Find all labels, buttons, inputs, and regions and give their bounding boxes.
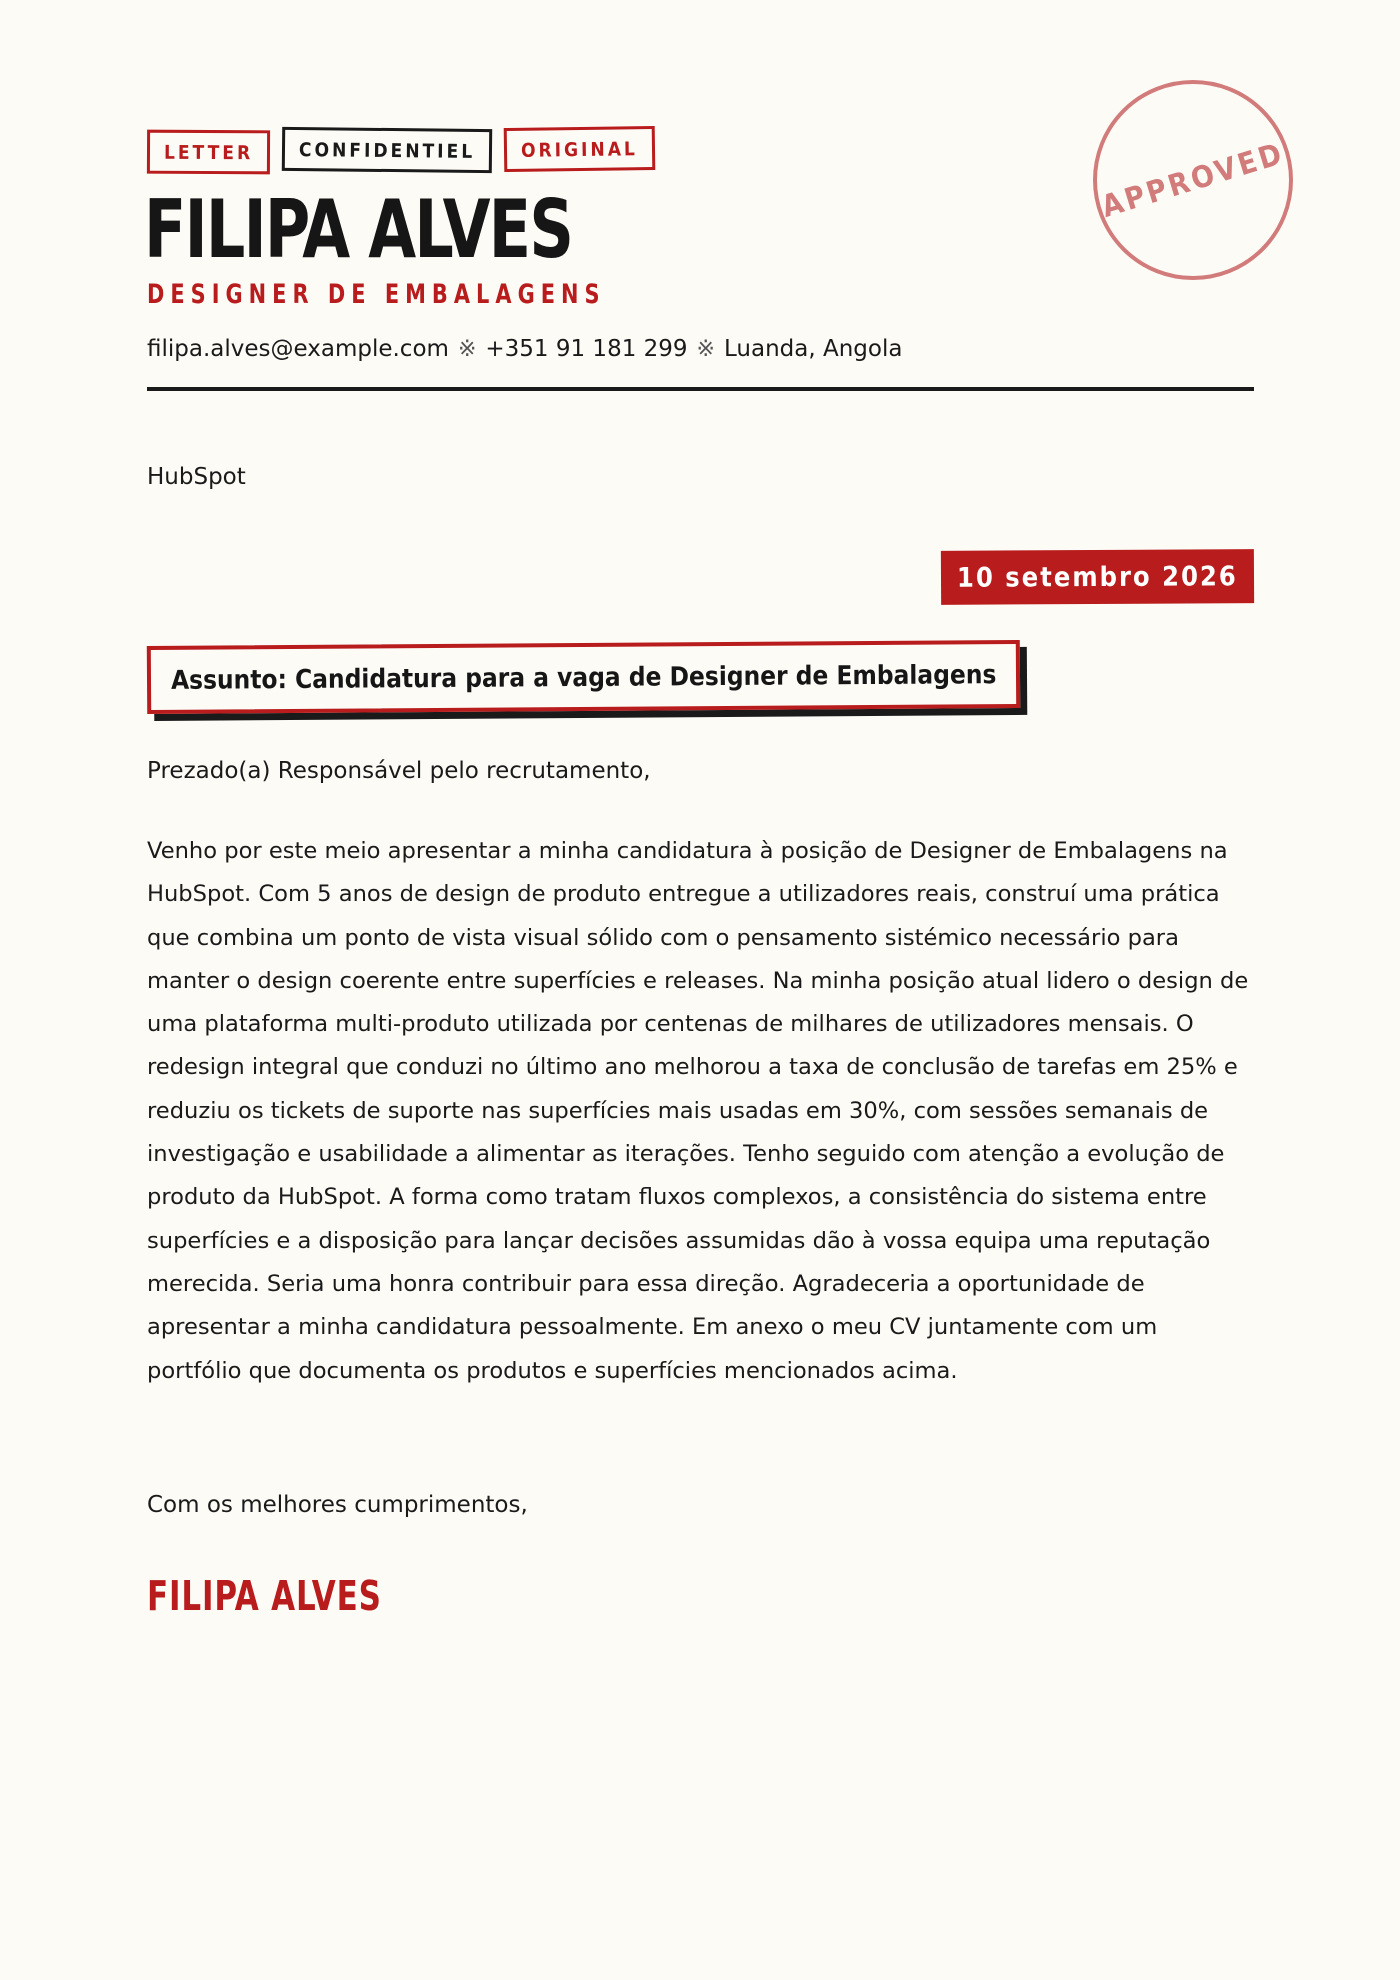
tag-letter: LETTER (147, 130, 270, 175)
tag-confidential: CONFIDENTIEL (282, 127, 493, 173)
signature: FILIPA ALVES (147, 1572, 382, 1620)
document-tags (147, 130, 655, 174)
applicant-name: FILIPA ALVES (144, 183, 573, 276)
closing: Com os melhores cumprimentos, (147, 1492, 528, 1518)
date-badge: 10 setembro 2026 (941, 549, 1254, 605)
tag-original: ORIGINAL (504, 126, 655, 172)
subject-box (147, 640, 1021, 714)
contact-email: filipa.alves@example.com (147, 336, 449, 362)
applicant-role: DESIGNER DE EMBALAGENS (147, 279, 606, 310)
body-paragraph: Venho por este meio apresentar a minha candidatura à posição de Designer de Embalagens na HubSpot. Com 5 anos de design de produto entregue a utilizadores reais, construí uma prática que combina um ponto de vista visual sólido com o pensamento sistémico necessário para manter o design coerente entre superfícies e releases. Na minha posição atual lidero o design de uma plataforma multi-produto utilizada por centenas de milhares de utilizadores mensais. O redesign integral que conduzi no último ano melhorou a taxa de conclusão de tarefas em 25% e reduziu os tickets de suporte nas superfícies mais usadas em 30%, com sessões semanais de investigação e usabilidade a alimentar as iterações. Tenho seguido com atenção a evolução de produto da HubSpot. A forma como tratam fluxos complexos, a consistência do sistema entre superfícies e a disposição para lançar decisões assumidas dão à vossa equipa uma reputação merecida. Seria uma honra contribuir para essa direção. Agradeceria a oportunidade de apresentar a minha candidatura pessoalmente. Em anexo o meu CV juntamente com um portfólio que documenta os produtos e superfícies mencionados acima. (147, 838, 1249, 1384)
approved-stamp (1093, 80, 1293, 280)
recipient: HubSpot (147, 464, 246, 490)
subject-line: Assunto: Candidatura para a vaga de Designer de Embalagens (147, 640, 1021, 714)
contact-location: Luanda, Angola (723, 336, 903, 362)
contact-phone: +351 91 181 299 (485, 336, 688, 362)
header-divider (147, 387, 1254, 391)
contact-separator: ※ (696, 336, 715, 362)
contact-separator: ※ (457, 336, 477, 362)
salutation: Prezado(a) Responsável pelo recrutamento, (147, 758, 651, 784)
stamp-label: APPROVED (1097, 135, 1289, 225)
contact-line (147, 336, 902, 362)
